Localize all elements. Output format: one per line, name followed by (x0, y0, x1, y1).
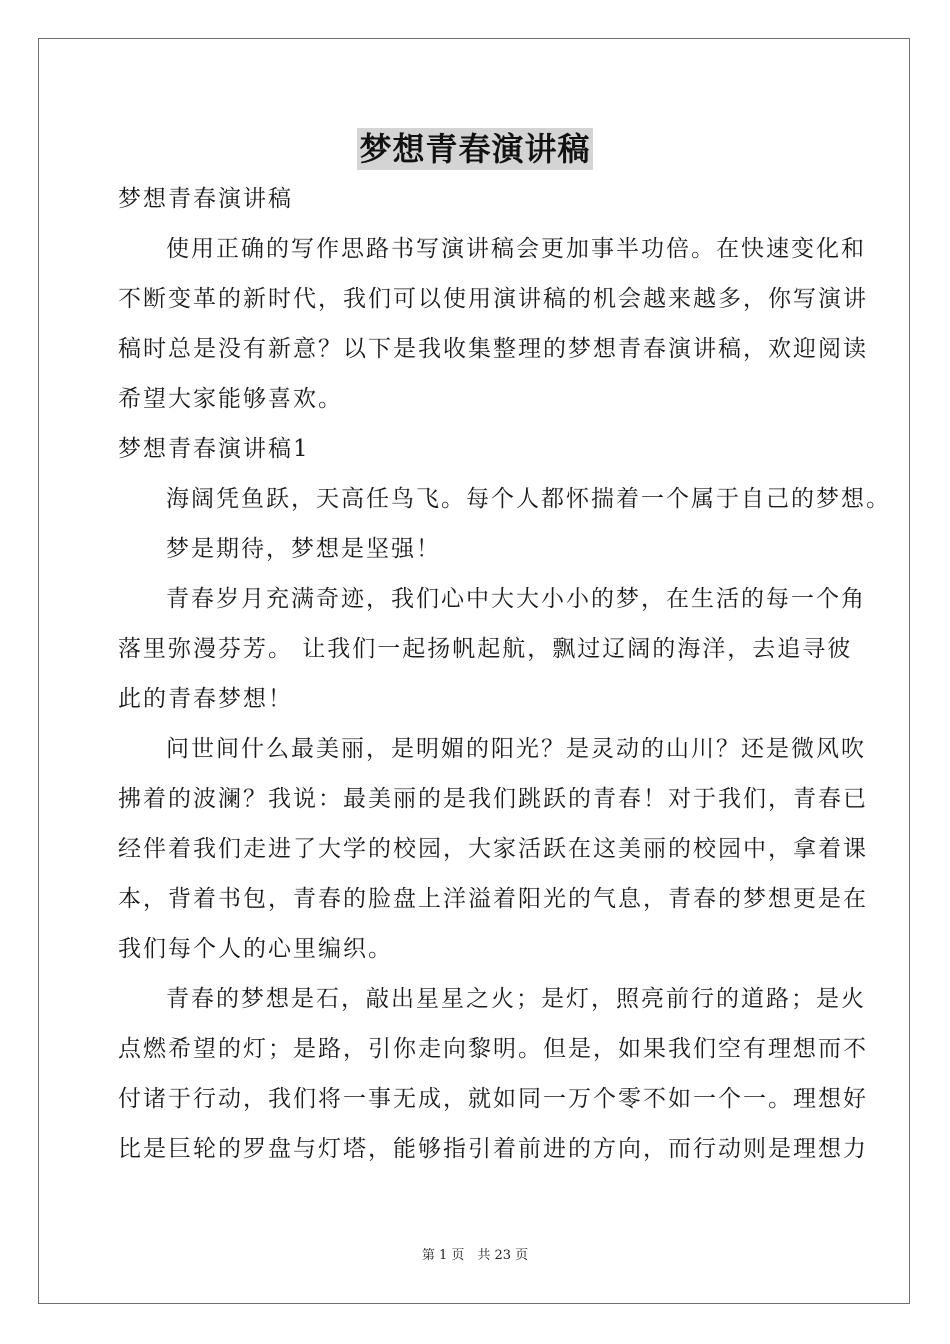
paragraph-line: 我们每个人的心里编织。 (118, 936, 393, 962)
title-container (0, 128, 950, 170)
paragraph-line: 梦是期待，梦想是坚强！ (166, 536, 441, 562)
document-title: 梦想青春演讲稿 (359, 130, 591, 168)
paragraph-line: 问世间什么最美丽，是明媚的阳光？是灵动的山川？还是微风吹 (166, 736, 866, 762)
subtitle: 梦想青春演讲稿 (118, 186, 293, 212)
paragraph-line: 此的青春梦想！ (118, 686, 293, 712)
intro-line: 希望大家能够喜欢。 (118, 386, 343, 412)
paragraph-line: 青春岁月充满奇迹，我们心中大大小小的梦，在生活的每一个角 (166, 586, 866, 612)
paragraph-line: 海阔凭鱼跃，天高任鸟飞。每个人都怀揣着一个属于自己的梦想。 (166, 486, 891, 512)
paragraph-line: 比是巨轮的罗盘与灯塔，能够指引着前进的方向，而行动则是理想力 (118, 1136, 868, 1162)
paragraph-line: 拂着的波澜？我说：最美丽的是我们跳跃的青春！对于我们，青春已 (118, 786, 868, 812)
section-heading: 梦想青春演讲稿1 (118, 436, 310, 462)
page-number: 第 1 页 共 23 页 (421, 1248, 529, 1263)
paragraph-line: 点燃希望的灯；是路，引你走向黎明。但是，如果我们空有理想而不 (118, 1036, 868, 1062)
intro-line: 不断变革的新时代，我们可以使用演讲稿的机会越来越多，你写演讲 (118, 286, 868, 312)
paragraph-line: 落里弥漫芬芳。 让我们一起扬帆起航，飘过辽阔的海洋，去追寻彼 (118, 636, 853, 662)
paragraph-line: 付诸于行动，我们将一事无成，就如同一万个零不如一个一。理想好 (118, 1086, 868, 1112)
intro-line: 使用正确的写作思路书写演讲稿会更加事半功倍。在快速变化和 (166, 236, 866, 262)
page-border (38, 38, 910, 1304)
paragraph-line: 青春的梦想是石，敲出星星之火；是灯，照亮前行的道路；是火 (166, 986, 866, 1012)
paragraph-line: 本，背着书包，青春的脸盘上洋溢着阳光的气息，青春的梦想更是在 (118, 886, 868, 912)
intro-line: 稿时总是没有新意？以下是我收集整理的梦想青春演讲稿，欢迎阅读 (118, 336, 868, 362)
paragraph-line: 经伴着我们走进了大学的校园，大家活跃在这美丽的校园中，拿着课 (118, 836, 868, 862)
